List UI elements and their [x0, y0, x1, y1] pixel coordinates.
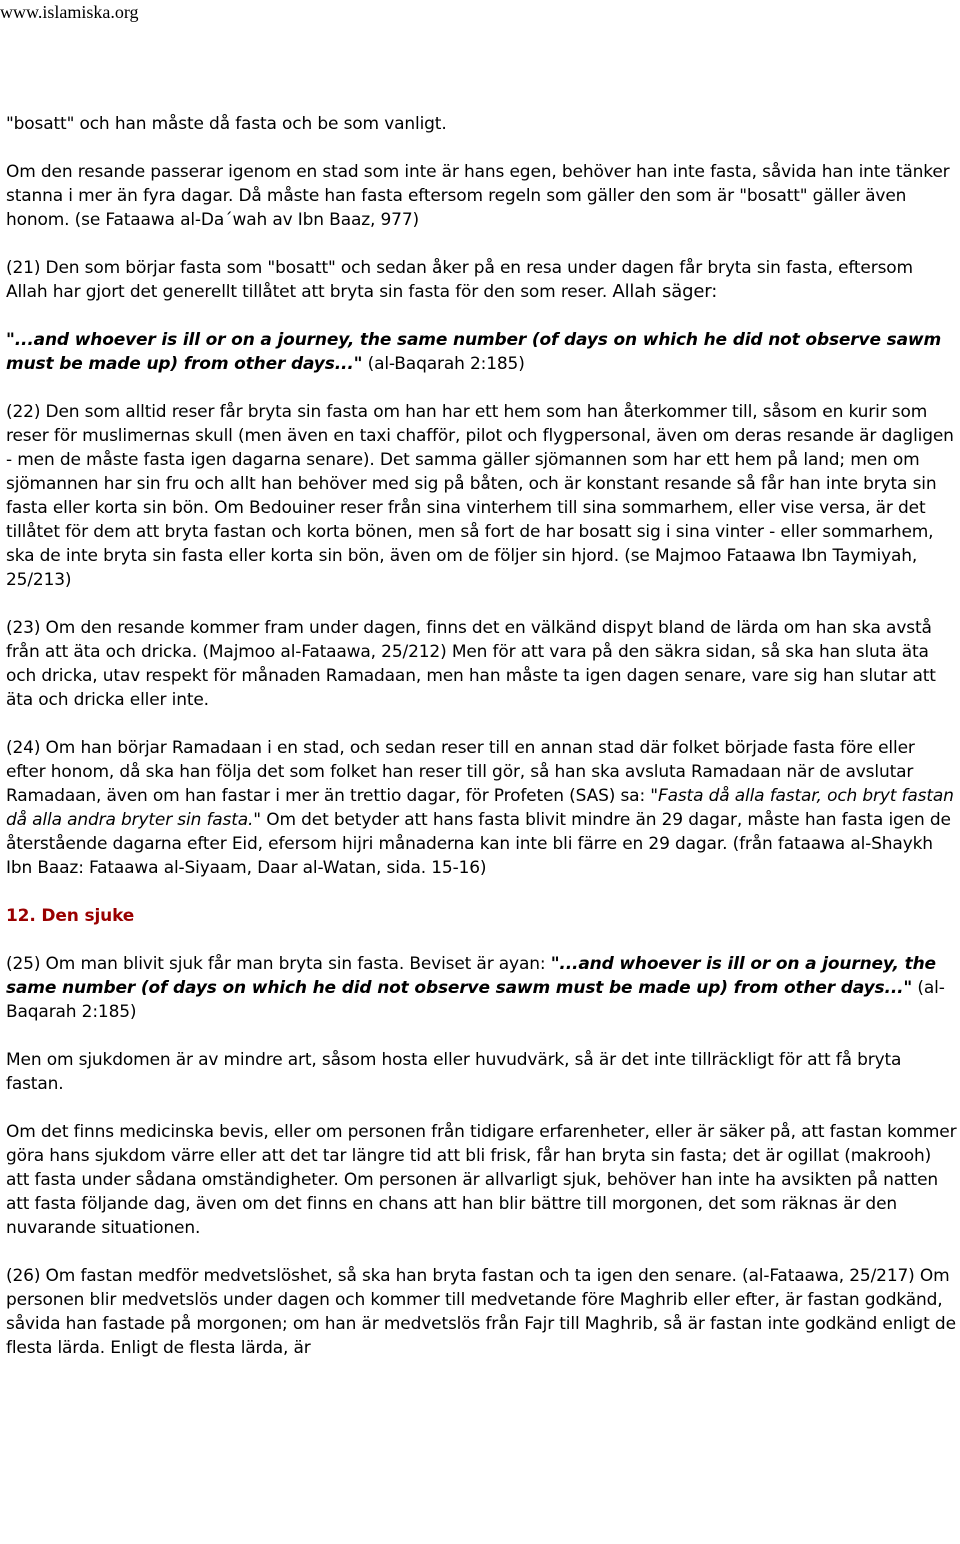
- paragraph-25-quote: "...and whoever is ill or on a journey, the same number (of days on which he did not observe sawm must be made up) from other days...": [6, 954, 936, 998]
- paragraph-22: (22) Den som alltid reser får bryta sin fasta om han har ett hem som han återkommer till, såsom en kurir som reser för muslimernas skull (men även en taxi chafför, pilot och flygpersonal, även om deras resande är dagligen - men de måste fasta igen dagarna senare). Det samma gäller sjömannen som har ett hem på land; men om sjömannen har sin fru och allt han behöver med sig på båten, och är konstant resande så får han inte bryta sin fasta eller korta sin bön. Om Bedouiner reser från sina vinterhem till sina sommarhem, eller vise versa, är det tillåtet för dem att bryta fastan och korta bönen, men så fort de har bosatt sig i sina vinter - eller sommarhem, ska de inte bryta sin fasta eller korta sin bön, även om de följer sin hjord. (se Majmoo Fataawa Ibn Taymiyah, 25/213): [6, 402, 954, 590]
- quote-baqarah-1: [6, 328, 958, 376]
- paragraph-21-text: (21) Den som börjar fasta som "bosatt" och sedan åker på en resa under dagen får bryta sin fasta, eftersom Allah har gjort det generellt tillåtet att bryta sin fasta för den som reser.: [6, 258, 913, 302]
- paragraph-23: (23) Om den resande kommer fram under dagen, finns det en välkänd dispyt bland de lärda om han ska avstå från att äta och dricka. (Majmoo al-Fataawa, 25/212) Men för att vara på den säkra sidan, så ska han sluta äta och dricka, utav respekt för månaden Ramadaan, men han måste ta igen dagen senare, vare sig han slutar att äta och dricka eller inte.: [6, 618, 936, 710]
- quote-baqarah-ref: (al-Baqarah 2:185): [362, 354, 525, 374]
- paragraph-21-allah: Allah säger:: [612, 281, 718, 302]
- quote-baqarah-text: "...and whoever is ill or on a journey, the same number (of days on which he did not observe sawm must be made up) from other days...": [6, 330, 942, 374]
- paragraph-25-ref: (al-Baqarah 2:185): [6, 978, 945, 1022]
- paragraph-25-medical: Om det finns medicinska bevis, eller om personen från tidigare erfarenheter, eller är säker på, att fastan kommer göra hans sjukdom värre eller att det tar längre tid att bli frisk, får han bryta sin fasta; det är ogillat (makrooh) att fasta under sådana omständigheter. Om personen är allvarligt sjuk, behöver han inte ha avsikten på natten att fasta följande dag, även om det finns en chans att han blir bättre till morgonen, det som räknas är den nuvarande situationen.: [6, 1122, 957, 1238]
- paragraph-25: [6, 952, 958, 1024]
- site-url: www.islamiska.org: [0, 2, 139, 22]
- paragraph-24: [6, 736, 958, 880]
- paragraph-passing-city: Om den resande passerar igenom en stad som inte är hans egen, behöver han inte fasta, såvida han inte tänker stanna i mer än fyra dagar. Då måste han fasta eftersom regeln som gäller den som är "bosatt" gäller även honom. (se Fataawa al-Da´wah av Ibn Baaz, 977): [6, 162, 950, 230]
- paragraph-21: [6, 256, 958, 304]
- paragraph-bosatt: "bosatt" och han måste då fasta och be som vanligt.: [6, 114, 447, 134]
- paragraph-26: (26) Om fastan medför medvetslöshet, så ska han bryta fastan och ta igen den senare. (al-Fataawa, 25/217) Om personen blir medvetslös under dagen och kommer till medvetande före Maghrib eller efter, är fastan godkänd, såvida han fastade på morgonen; om han är medvetslös från Fajr till Maghrib, så är fastan inte godkänd enligt de flesta lärda. Enligt de flesta lärda, är: [6, 1266, 956, 1358]
- paragraph-25-minor: Men om sjukdomen är av mindre art, såsom hosta eller huvudvärk, så är det inte tillräckligt för att få bryta fastan.: [6, 1050, 902, 1094]
- document-body: [6, 112, 958, 1384]
- paragraph-24-b: Om det betyder att hans fasta blivit mindre än 29 dagar, måste han fasta igen de återstående dagarna efter Eid, efersom hijri månaderna kan inte bli färre en 29 dagar. (från fataawa al-Shaykh Ibn Baaz: Fataawa al-Siyaam, Daar al-Watan, sida. 15-16): [6, 810, 951, 878]
- paragraph-24-quote: "Fasta då alla fastar, och bryt fastan då alla andra bryter sin fasta.": [6, 786, 954, 830]
- paragraph-24-a: (24) Om han börjar Ramadaan i en stad, och sedan reser till en annan stad där folket började fasta före eller efter honom, då ska han följa det som folket han reser till gör, så han ska avsluta Ramadaan när de avslutar Ramadaan, även om han fastar i mer än trettio dagar, för Profeten (SAS) sa:: [6, 738, 915, 806]
- paragraph-25-a: (25) Om man blivit sjuk får man bryta sin fasta. Beviset är ayan:: [6, 954, 551, 974]
- section-heading-sick: 12. Den sjuke: [6, 906, 135, 926]
